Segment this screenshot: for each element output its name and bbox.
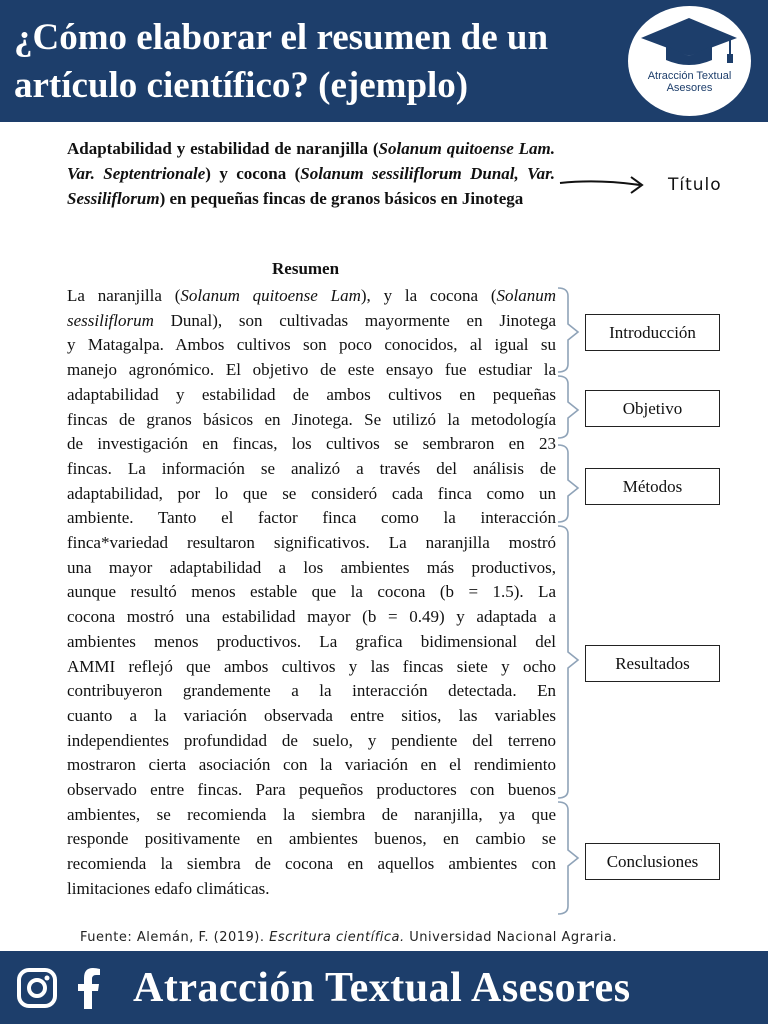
source-suffix: Universidad Nacional Agraria. [404,930,618,945]
abstract-line [67,457,556,482]
abstract-line [67,630,556,655]
abstract-line [67,877,556,902]
arrow-right-icon [558,170,648,200]
line-segment: ), y la cocona ( [360,286,497,305]
section-brackets [556,280,586,920]
line-segment: Dunal), son cultivadas mayormente en Jinotega [153,310,556,330]
title-segment: Solanum quitoense Lam. Var. Septentrionale [67,139,555,183]
abstract-line [67,309,556,334]
brand-logo[interactable] [628,6,751,116]
abstract-line [67,803,556,828]
label-resultados: Resultados [585,645,720,682]
line-segment: observado entre fincas. Para pequeños productores con buenos [67,780,556,800]
title-segment: ) y cocona ( [205,164,301,183]
line-segment: independientes profundidad de suelo, y pendiente del terreno [67,730,556,750]
footer-banner [0,951,768,1024]
line-segment: adaptabilidad y estabilidad de ambos cultivos en pequeñas [67,384,556,404]
line-segment: fincas. La información se analizó a través del análisis de [67,458,556,478]
abstract-line [67,679,556,704]
logo-line-2: Asesores [666,82,713,94]
abstract-line [67,827,556,852]
line-segment: una mayor adaptabilidad a los ambientes más productivos, [67,557,556,577]
abstract-line [67,729,556,754]
abstract-line [67,358,556,383]
line-segment: ambiente. Tanto el factor finca como la interacción [67,508,556,528]
line-segment: sessiliflorum [67,310,154,330]
label-objetivo: Objetivo [585,390,720,427]
line-segment: ambientes, se recomienda la siembra de naranjilla, ya que [67,804,556,824]
line-segment: responde positivamente en ambientes buenos, en cambio se [67,829,556,849]
abstract-line [67,432,556,457]
abstract-line [67,580,556,605]
abstract-line [67,753,556,778]
facebook-icon[interactable] [74,967,102,1009]
line-segment: contribuyeron grandemente a la interacción detectada. En [67,681,556,701]
line-segment: recomienda la siembra de cocona en aquellos ambientes con [67,854,556,874]
abstract-line [67,605,556,630]
line-segment: limitaciones edafo climáticas. [67,878,270,898]
title-segment: Adaptabilidad y estabilidad de naranjilla ( [67,139,379,158]
resumen-heading: Resumen [272,259,340,278]
abstract-line [67,383,556,408]
graduation-cap-icon [640,16,739,68]
line-segment: finca*variedad resultaron significativos. La naranjilla mostró [67,533,556,553]
line-segment: AMMI reflejó que ambos cultivos y las fincas siete y ocho [67,656,556,676]
line-segment: La naranjilla ( [67,286,181,305]
bracket-metodos [558,445,578,522]
line-segment: Solanum quitoense Lam [180,286,361,305]
source-citation [80,930,740,945]
abstract-body [67,284,556,902]
abstract-line [67,531,556,556]
abstract-line [67,852,556,877]
page-title: ¿Cómo elaborar el resumen de un artículo científico? (ejemplo) [14,17,549,106]
line-segment: cocona mostró una estabilidad mayor (b = 0.49) y adaptada a [67,607,556,627]
bracket-conclusiones [558,802,578,914]
abstract-line [67,284,556,309]
abstract-line [67,704,556,729]
abstract-line [67,408,556,433]
bracket-resultados [558,526,578,798]
line-segment: y Matagalpa. Ambos cultivos son poco conocidos, al igual su [67,335,556,355]
line-segment: mostraron cierta asociación con la variación en el rendimiento [67,755,556,775]
line-segment: ambientes menos productivos. La grafica bidimensional del [67,631,556,651]
source-work: Escritura científica. [269,930,405,945]
line-segment: fincas de granos básicos en Jinotega. Se utilizó la metodología [67,409,556,429]
bracket-introduccion [558,288,578,372]
bracket-objetivo [558,376,578,438]
title-segment: ) en pequeñas fincas de granos básicos en Jinotega [159,189,524,208]
abstract-line [67,506,556,531]
line-segment: Solanum [496,286,556,305]
line-segment: adaptabilidad, por lo que se consideró cada finca como un [67,483,556,503]
footer-brand-name: Atracción Textual Asesores [133,965,631,1011]
label-conclusiones: Conclusiones [585,843,720,880]
label-introduccion: Introducción [585,314,720,351]
instagram-icon[interactable] [16,967,58,1009]
line-segment: manejo agronómico. El objetivo de este ensayo fue estudiar la [67,360,556,380]
abstract-line [67,482,556,507]
label-titulo: Título [668,175,722,195]
article-title [67,136,555,211]
logo-line-1: Atracción Textual [647,70,732,82]
abstract-line [67,333,556,358]
abstract-line [67,778,556,803]
header-banner [0,0,768,122]
line-segment: aunque resultó menos estable que la cocona (b = 1.5). La [67,582,556,602]
line-segment: de investigación en fincas, los cultivos se sembraron en 23 [67,434,556,454]
label-metodos: Métodos [585,468,720,505]
abstract-line [67,655,556,680]
line-segment: cuanto a la variación observada entre sitios, las variables [67,705,556,725]
title-segment: Solanum sessiliflorum Dunal, Var. Sessiliflorum [67,164,556,208]
source-prefix: Fuente: Alemán, F. (2019). [80,930,270,945]
logo-text [628,70,751,94]
abstract-line [67,556,556,581]
